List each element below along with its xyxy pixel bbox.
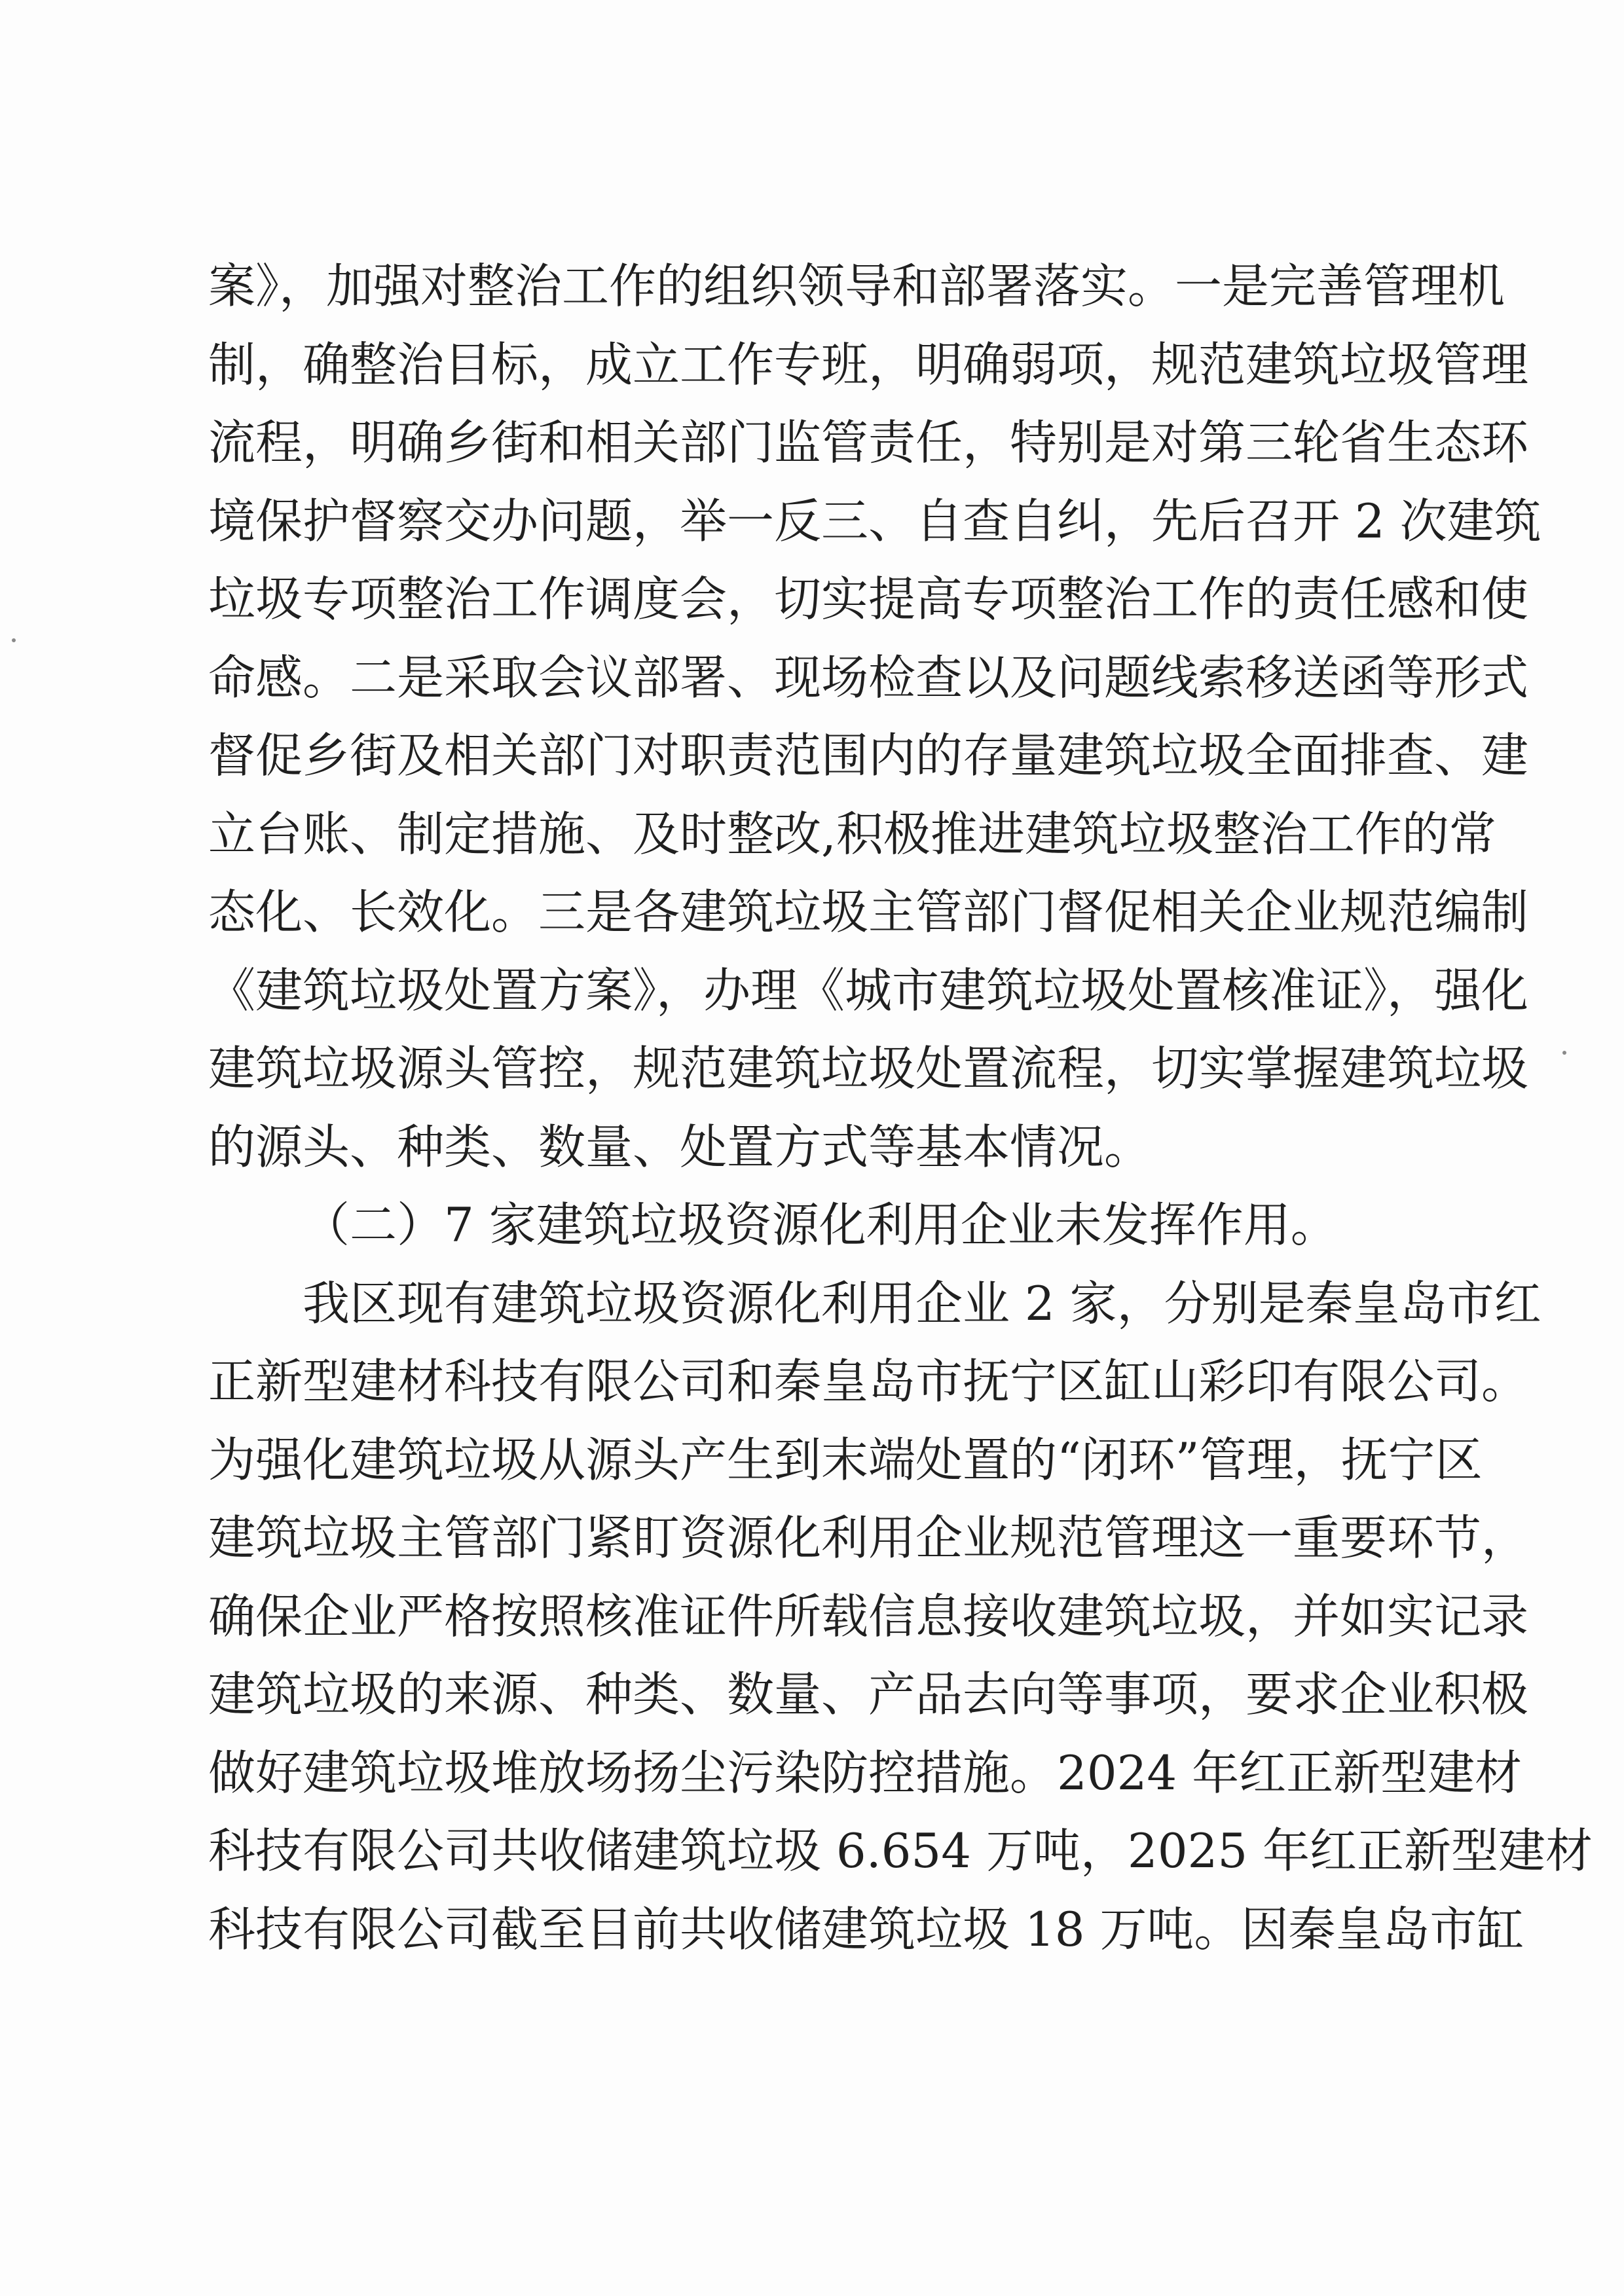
body-line-16: 为强化建筑垃圾从源头产生到末端处置的“闭环”管理，抚宁区 xyxy=(208,1432,1483,1487)
body-line-17: 建筑垃圾主管部门紧盯资源化利用企业规范管理这一重要环节， xyxy=(208,1510,1529,1565)
body-line-20: 做好建筑垃圾堆放场扬尘污染防控措施。2024 年红正新型建材 xyxy=(208,1745,1522,1800)
body-line-3: 流程，明确乡街和相关部门监管责任，特别是对第三轮省生态环 xyxy=(208,415,1529,470)
body-line-9: 态化、长效化。三是各建筑垃圾主管部门督促相关企业规范编制 xyxy=(208,884,1529,939)
scan-speck xyxy=(1562,1051,1566,1055)
body-line-1: 案》，加强对整治工作的组织领导和部署落实。一是完善管理机 xyxy=(208,259,1505,314)
body-line-4: 境保护督察交办问题，举一反三、自查自纠，先后召开 2 次建筑 xyxy=(208,493,1541,549)
body-line-22: 科技有限公司截至目前共收储建筑垃圾 18 万吨。因秦皇岛市缸 xyxy=(208,1901,1524,1957)
body-line-8: 立台账、制定措施、及时整改,积极推进建筑垃圾整治工作的常 xyxy=(208,806,1496,862)
body-line-2: 制，确整治目标，成立工作专班，明确弱项，规范建筑垃圾管理 xyxy=(208,337,1529,392)
body-line-15: 正新型建材科技有限公司和秦皇岛市抚宁区缸山彩印有限公司。 xyxy=(208,1354,1529,1409)
body-line-7: 督促乡街及相关部门对职责范围内的存量建筑垃圾全面排查、建 xyxy=(208,728,1529,783)
body-line-10: 《建筑垃圾处置方案》，办理《城市建筑垃圾处置核准证》，强化 xyxy=(208,962,1529,1018)
body-line-18: 确保企业严格按照核准证件所载信息接收建筑垃圾，并如实记录 xyxy=(208,1588,1529,1644)
body-line-12: 的源头、种类、数量、处置方式等基本情况。 xyxy=(208,1119,1152,1175)
body-line-6: 命感。二是采取会议部署、现场检查以及问题线索移送函等形式 xyxy=(208,649,1529,705)
document-body xyxy=(208,247,1593,1969)
body-line-5: 垃圾专项整治工作调度会，切实提高专项整治工作的责任感和使 xyxy=(208,572,1529,627)
body-line-14: 我区现有建筑垃圾资源化利用企业 2 家，分别是秦皇岛市红 xyxy=(303,1275,1541,1331)
body-line-11: 建筑垃圾源头管控，规范建筑垃圾处置流程，切实掌握建筑垃圾 xyxy=(208,1041,1529,1096)
section-heading: （二）7 家建筑垃圾资源化利用企业未发挥作用。 xyxy=(303,1197,1338,1252)
body-line-21: 科技有限公司共收储建筑垃圾 6.654 万吨，2025 年红正新型建材 xyxy=(208,1823,1593,1878)
body-line-19: 建筑垃圾的来源、种类、数量、产品去向等事项，要求企业积极 xyxy=(208,1667,1529,1722)
scan-speck xyxy=(12,638,16,642)
